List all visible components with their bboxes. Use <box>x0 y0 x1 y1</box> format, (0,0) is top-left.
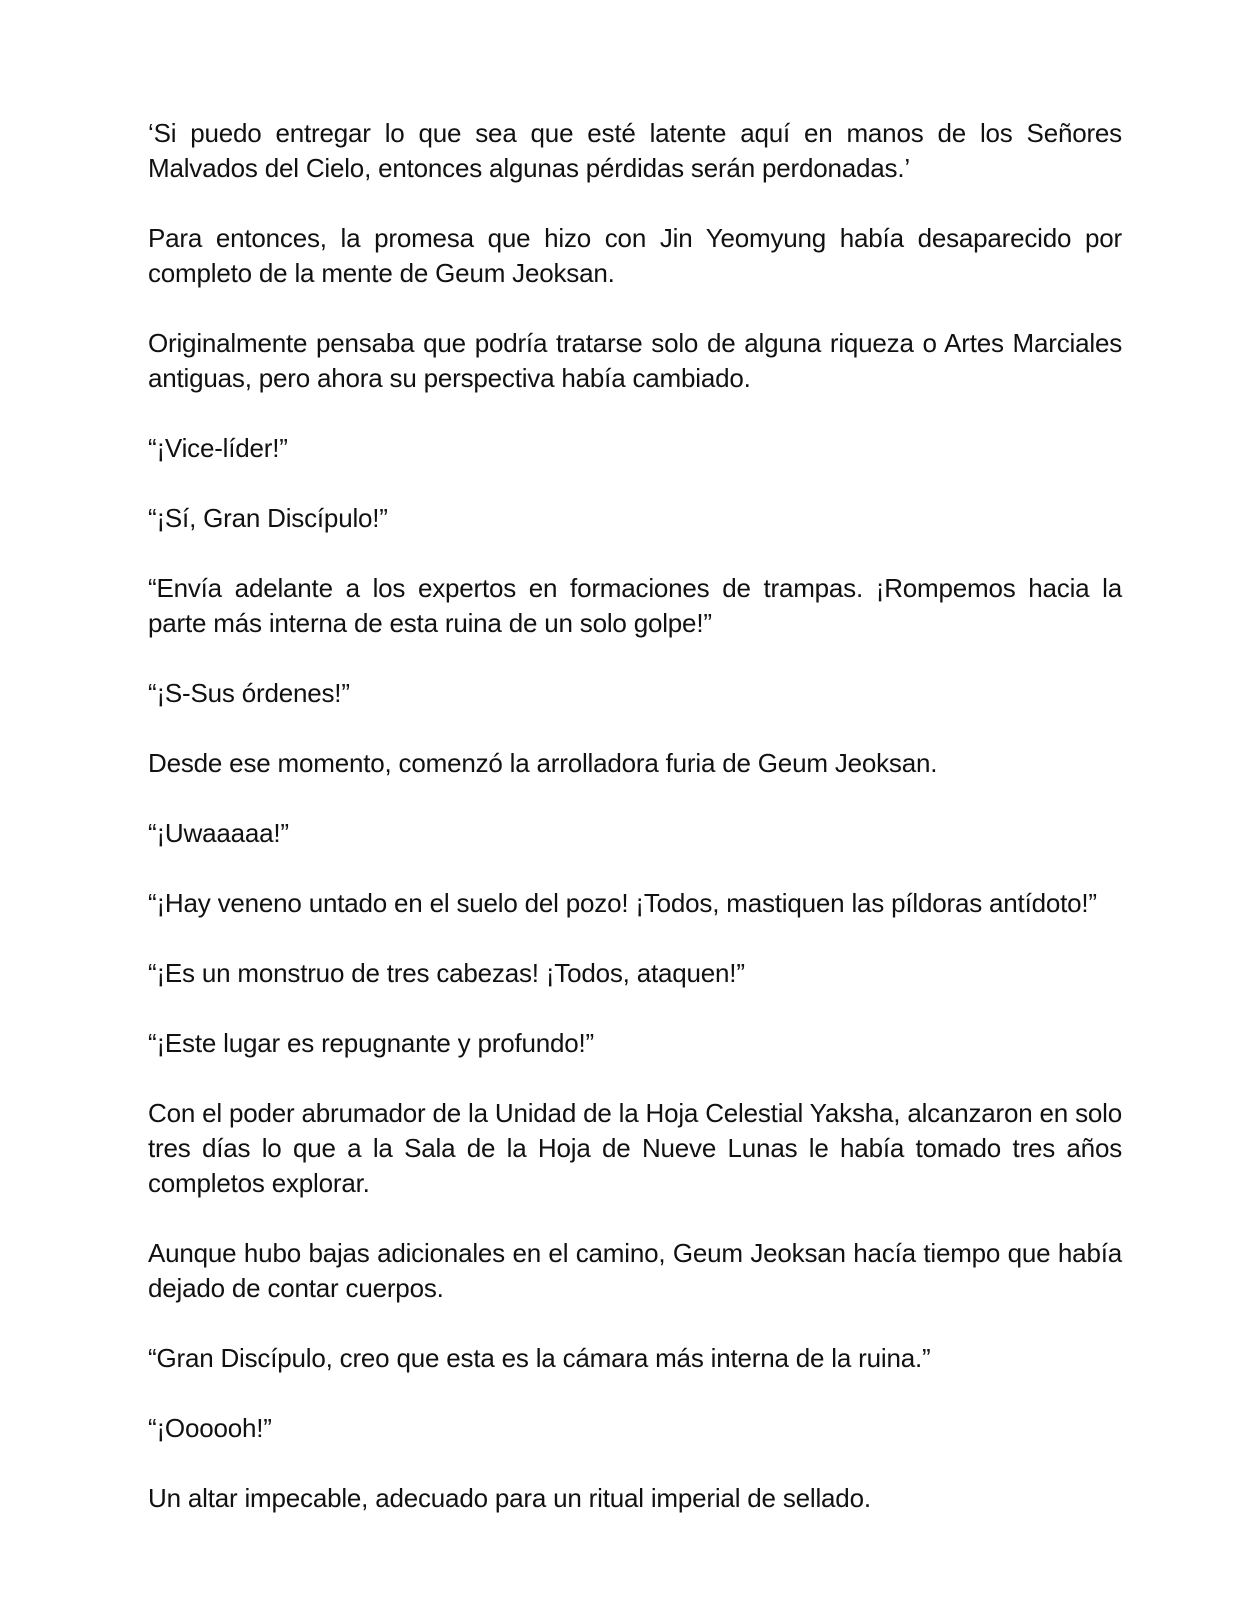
paragraph: Desde ese momento, comenzó la arrolladora furia de Geum Jeoksan. <box>148 748 938 778</box>
paragraph: ‘Si puedo entregar lo que sea que esté latente aquí en manos de los Señores Malvados del Cielo, entonces algunas pérdidas serán perdonadas.’ <box>148 118 1122 183</box>
paragraph: “¡Uwaaaaa!” <box>148 818 289 848</box>
paragraph: “¡Es un monstruo de tres cabezas! ¡Todos, ataquen!” <box>148 958 745 988</box>
paragraph: Con el poder abrumador de la Unidad de la Hoja Celestial Yaksha, alcanzaron en solo tres días lo que a la Sala de la Hoja de Nueve Lunas le había tomado tres años completos explorar. <box>148 1098 1122 1198</box>
paragraph: Originalmente pensaba que podría tratarse solo de alguna riqueza o Artes Marciales antiguas, pero ahora su perspectiva había cambiado. <box>148 328 1122 393</box>
paragraph: “¡Este lugar es repugnante y profundo!” <box>148 1028 595 1058</box>
paragraph: “¡S-Sus órdenes!” <box>148 678 350 708</box>
paragraph: “¡Hay veneno untado en el suelo del pozo! ¡Todos, mastiquen las píldoras antídoto!” <box>148 888 1097 918</box>
paragraph: “¡Oooooh!” <box>148 1413 272 1443</box>
paragraph: “Gran Discípulo, creo que esta es la cámara más interna de la ruina.” <box>148 1343 931 1373</box>
paragraph: Un altar impecable, adecuado para un ritual imperial de sellado. <box>148 1483 871 1513</box>
paragraph: “¡Sí, Gran Discípulo!” <box>148 503 388 533</box>
paragraph: Aunque hubo bajas adicionales en el camino, Geum Jeoksan hacía tiempo que había dejado de contar cuerpos. <box>148 1238 1122 1303</box>
paragraph: Para entonces, la promesa que hizo con Jin Yeomyung había desaparecido por completo de la mente de Geum Jeoksan. <box>148 223 1122 288</box>
paragraph: “¡Vice-líder!” <box>148 433 288 463</box>
paragraph: “Envía adelante a los expertos en formaciones de trampas. ¡Rompemos hacia la parte más interna de esta ruina de un solo golpe!” <box>148 573 1122 638</box>
text-column <box>148 116 1122 1516</box>
